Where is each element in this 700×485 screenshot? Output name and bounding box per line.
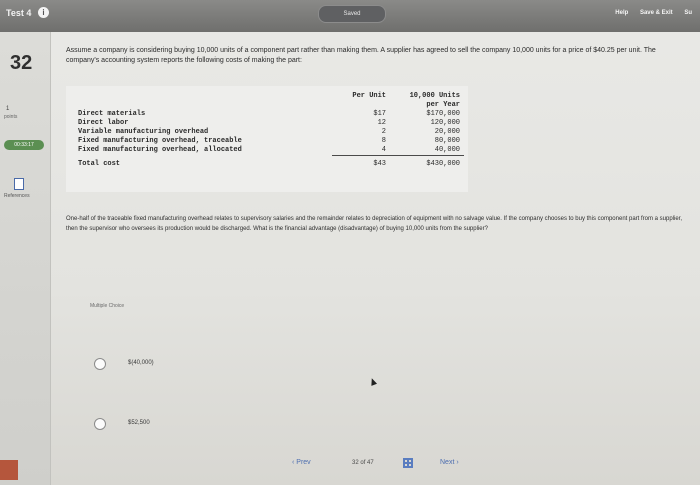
page-of: of	[360, 460, 366, 466]
row-item: Direct materials	[78, 110, 146, 118]
next-button[interactable]: Next ›	[440, 459, 459, 466]
header-per-unit: Per Unit	[352, 92, 386, 100]
row-unit: $17	[373, 110, 386, 118]
prev-label[interactable]: Prev	[296, 459, 311, 466]
row-year: 120,000	[430, 119, 460, 127]
row-year: 20,000	[434, 128, 460, 136]
total-unit: $43	[373, 160, 386, 168]
header-units-2: per Year	[426, 101, 460, 109]
row-item: Variable manufacturing overhead	[78, 128, 209, 136]
radio-button[interactable]	[94, 358, 106, 370]
help-link[interactable]: Help	[615, 10, 629, 16]
header-units-1: 10,000 Units	[409, 92, 460, 100]
option-label[interactable]: $(40,000)	[128, 360, 154, 366]
top-links	[605, 10, 692, 16]
question-scenario: One-half of the traceable fixed manufacturing overhead relates to supervisory salaries and the remainder relates to depreciation of equipment with no salvage value. If the company chooses to buy this component part from a supplier, then the supervisor who oversees its production would be discharged. What is the financial advantage (disadvantage) of buying 10,000 units from the supplier?	[66, 216, 683, 232]
grid-icon[interactable]	[403, 458, 413, 468]
pager	[0, 455, 700, 477]
table-header-row-1	[74, 92, 464, 101]
timer-badge: 00:33:17	[4, 140, 44, 150]
question-number: 32	[10, 52, 33, 74]
mouse-cursor-icon	[369, 377, 377, 386]
top-bar	[0, 0, 700, 32]
total-year: $430,000	[426, 160, 460, 168]
row-unit: 4	[332, 146, 390, 156]
prev-button[interactable]: ‹ Prev	[292, 459, 311, 466]
table-row	[74, 137, 464, 146]
table-row	[74, 119, 464, 128]
question-prompt: Assume a company is considering buying 10,000 units of a component part rather than making them. A supplier has agreed to sell the company 10,000 units for a price of $40.25 per unit. The company's accounting system reports the following costs of making the part:	[66, 47, 656, 64]
option-label[interactable]: $52,500	[128, 420, 150, 426]
points-value: 1	[6, 106, 10, 112]
row-item: Fixed manufacturing overhead, allocated	[78, 146, 242, 155]
radio-button[interactable]	[94, 418, 106, 430]
save-exit-link[interactable]: Save & Exit	[639, 10, 673, 16]
saved-status-badge: Saved	[318, 5, 386, 23]
row-unit: 12	[377, 119, 386, 127]
references-label[interactable]: References	[4, 193, 30, 199]
table-row	[74, 110, 464, 119]
cost-table	[66, 86, 468, 192]
choice-type-label: Multiple Choice	[90, 303, 125, 309]
table-total-row	[74, 156, 464, 170]
row-item: Direct labor	[78, 119, 129, 127]
row-unit: 8	[381, 137, 386, 145]
row-year: 80,000	[434, 137, 460, 145]
info-icon[interactable]: i	[38, 7, 49, 18]
row-unit: 2	[381, 128, 386, 136]
table-header-row-2	[74, 101, 464, 110]
next-label[interactable]: Next	[440, 459, 455, 466]
page-total: 47	[367, 460, 374, 466]
total-item: Total cost	[78, 159, 121, 168]
points-label: points	[4, 114, 18, 120]
page-current: 32	[352, 460, 359, 466]
page-indicator	[352, 460, 374, 466]
row-year: $170,000	[426, 110, 460, 118]
table-row	[74, 128, 464, 137]
row-year: 40,000	[390, 146, 464, 156]
document-icon[interactable]	[14, 178, 24, 190]
table-row	[74, 146, 464, 156]
row-item: Fixed manufacturing overhead, traceable	[78, 137, 242, 145]
left-rail	[0, 32, 51, 485]
submit-link[interactable]: Su	[684, 10, 692, 16]
test-title: Test 4	[6, 8, 32, 18]
